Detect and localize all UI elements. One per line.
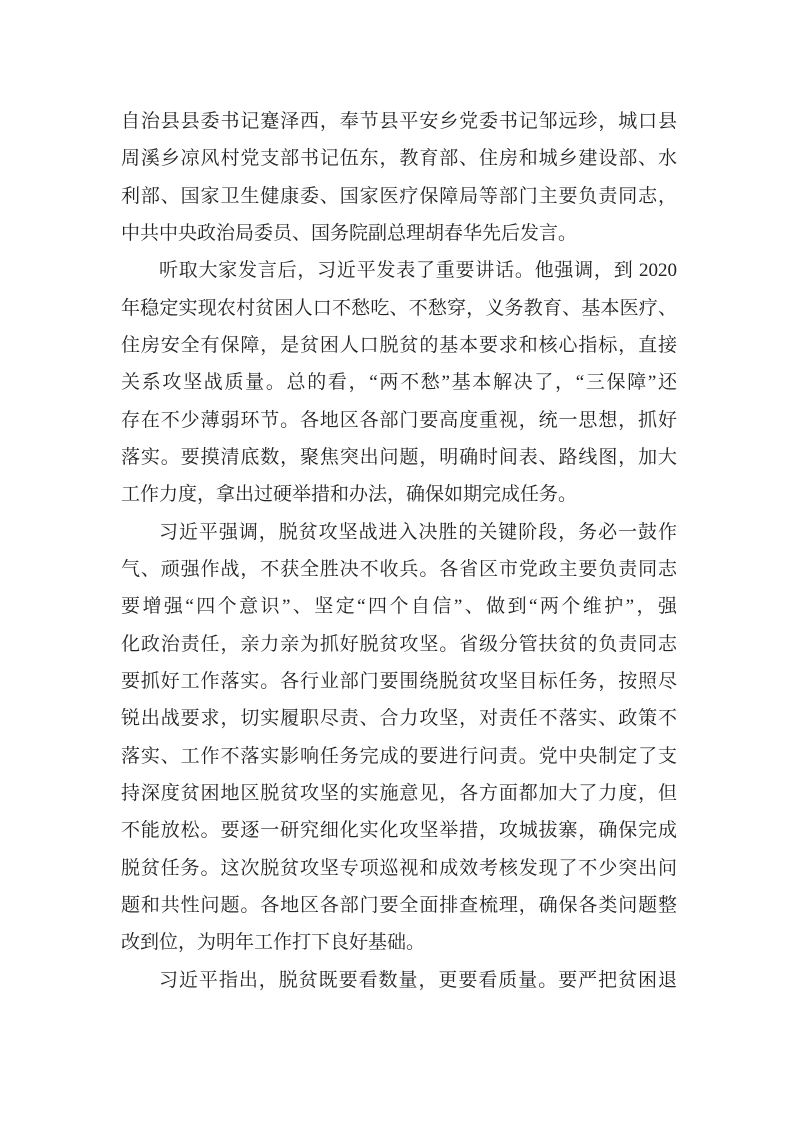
- text-line: 利部、国家卫生健康委、国家医疗保障局等部门主要负责同志，: [121, 185, 677, 207]
- text-line: 年稳定实现农村贫困人口不愁吃、不愁穿，义务教育、基本医疗、: [121, 297, 677, 319]
- text-line: 落实、工作不落实影响任务完成的要进行问责。党中央制定了支: [121, 745, 677, 767]
- text-line: 住房安全有保障，是贫困人口脱贫的基本要求和核心指标，直接: [121, 334, 677, 356]
- text-line: 要抓好工作落实。各行业部门要围绕脱贫攻坚目标任务，按照尽: [121, 670, 677, 692]
- text-line: 周溪乡凉风村党支部书记伍东，教育部、住房和城乡建设部、水: [121, 148, 677, 170]
- text-line: 中共中央政治局委员、国务院副总理胡春华先后发言。: [121, 222, 578, 244]
- text-line: 听取大家发言后，习近平发表了重要讲话。他强调，到 2020: [159, 260, 677, 282]
- text-line: 不能放松。要逐一研究细化实化攻坚举措，攻城拔寨，确保完成: [121, 820, 677, 842]
- text-line: 习近平强调，脱贫攻坚战进入决胜的关键阶段，务必一鼓作: [159, 521, 677, 543]
- text-line: 自治县县委书记蹇泽西，奉节县平安乡党委书记邹远珍，城口县: [121, 111, 677, 132]
- text-line: 脱贫任务。这次脱贫攻坚专项巡视和成效考核发现了不少突出问: [121, 857, 677, 879]
- text-line: 落实。要摸清底数，聚焦突出问题，明确时间表、路线图，加大: [121, 446, 677, 468]
- document-text-block: [121, 103, 677, 999]
- text-line: 工作力度，拿出过硬举措和办法，确保如期完成任务。: [121, 484, 578, 506]
- text-line: 存在不少薄弱环节。各地区各部门要高度重视，统一思想，抓好: [121, 409, 677, 431]
- text-line: 要增强“四个意识”、坚定“四个自信”、做到“两个维护”，强: [121, 596, 677, 618]
- text-line: 持深度贫困地区脱贫攻坚的实施意见，各方面都加大了力度，但: [121, 782, 677, 804]
- text-line: 题和共性问题。各地区各部门要全面排查梳理，确保各类问题整: [121, 894, 677, 916]
- text-line: 锐出战要求，切实履职尽责、合力攻坚，对责任不落实、政策不: [121, 708, 677, 730]
- text-line: 关系攻坚战质量。总的看，“两不愁”基本解决了，“三保障”还: [121, 372, 677, 394]
- text-line: 改到位，为明年工作打下良好基础。: [121, 932, 426, 954]
- text-line: 习近平指出，脱贫既要看数量，更要看质量。要严把贫困退: [159, 969, 677, 991]
- text-line: 气、顽强作战，不获全胜决不收兵。各省区市党政主要负责同志: [121, 558, 677, 580]
- text-line: 化政治责任，亲力亲为抓好脱贫攻坚。省级分管扶贫的负责同志: [121, 633, 677, 655]
